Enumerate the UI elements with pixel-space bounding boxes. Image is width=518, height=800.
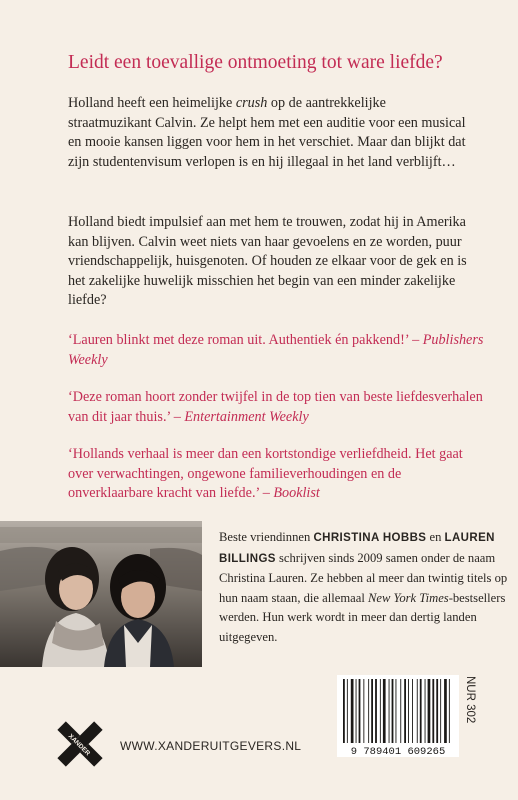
barcode-bar	[440, 679, 441, 743]
barcode-bar	[392, 679, 394, 743]
barcode-bar	[425, 679, 426, 743]
barcode-bar	[375, 679, 377, 743]
barcode-image	[337, 675, 459, 757]
barcode-bar	[343, 679, 345, 743]
barcode-bar	[432, 679, 434, 743]
blurb-paragraph-2: Holland biedt impulsief aan met hem te trouwen, zodat hij in Amerika kan blijven. Calvin weet niets van haar gevoelens en ze worden, puur vriendschappelijk, huisgenoten. Of houden ze elkaar voor de gek en is het zakelijke huwelijk misschien het begin van een minder zakelijke liefde?	[68, 214, 467, 308]
isbn-number: 9 789401 609265	[350, 746, 446, 757]
barcode-bar	[380, 679, 381, 743]
logo-text: XANDER	[66, 732, 92, 758]
publisher-website: WWW.XANDERUITGEVERS.NL	[120, 739, 302, 753]
authors-photo	[0, 521, 202, 667]
nur-code: NUR 302	[464, 676, 476, 724]
barcode-bar	[351, 679, 354, 743]
barcode-bar	[389, 679, 390, 743]
review-quote-1: ‘Lauren blinkt met deze roman uit. Authentiek én pakkend!’ – Publishers Weekly	[68, 332, 484, 368]
barcode-bar	[383, 679, 386, 743]
barcode-bar	[400, 679, 401, 743]
xander-logo-icon	[50, 714, 110, 774]
barcode-bar	[444, 679, 447, 743]
authors-photo-image	[0, 521, 202, 667]
authors-bio: Beste vriendinnen CHRISTINA HOBBS en LAUREN BILLINGS schrijven sinds 2009 samen onder de naam Christina Lauren. Ze hebben al meer dan twintig titels op hun naam staan, die allemaal New York Times-bestsellers werden. Hun werk wordt in meer dan dertig landen uitgegeven.	[219, 530, 508, 644]
review-quote-3: ‘Hollands verhaal is meer dan een kortstondige verliefdheid. Het gaat over verwachtingen, ongewone familieverhoudingen en de onverklaarbare kracht van liefde.’ – Booklist	[68, 446, 463, 501]
barcode-bar	[368, 679, 369, 743]
barcode-bar	[408, 679, 409, 743]
barcode-bar	[363, 679, 364, 743]
barcode-bar	[396, 679, 397, 743]
barcode-bar	[404, 679, 406, 743]
barcode	[337, 675, 459, 757]
barcode-bar	[449, 679, 450, 743]
barcode-bar	[436, 679, 438, 743]
barcode-bar	[417, 679, 418, 743]
cover-heading: Leidt een toevallige ontmoeting tot ware liefde?	[68, 52, 443, 73]
barcode-bar	[371, 679, 373, 743]
barcode-bar	[359, 679, 361, 743]
review-quote-2: ‘Deze roman hoort zonder twijfel in de top tien van beste liefdesverhalen van dit jaar thuis.’ – Entertainment Weekly	[68, 389, 483, 425]
barcode-bar	[412, 679, 413, 743]
barcode-bar	[356, 679, 357, 743]
barcode-bar	[428, 679, 431, 743]
blurb-paragraph-1: Holland heeft een heimelijke crush op de aantrekkelijke straatmuzikant Calvin. Ze helpt hem met een auditie voor een musical en mooie kansen liggen voor hem in het verschiet. Maar dan blijkt dat zijn studentenvisum verlopen is en hij illegaal in het land verblijft…	[68, 95, 466, 170]
xander-logo	[50, 714, 110, 774]
barcode-bar	[347, 679, 348, 743]
barcode-bar	[420, 679, 422, 743]
